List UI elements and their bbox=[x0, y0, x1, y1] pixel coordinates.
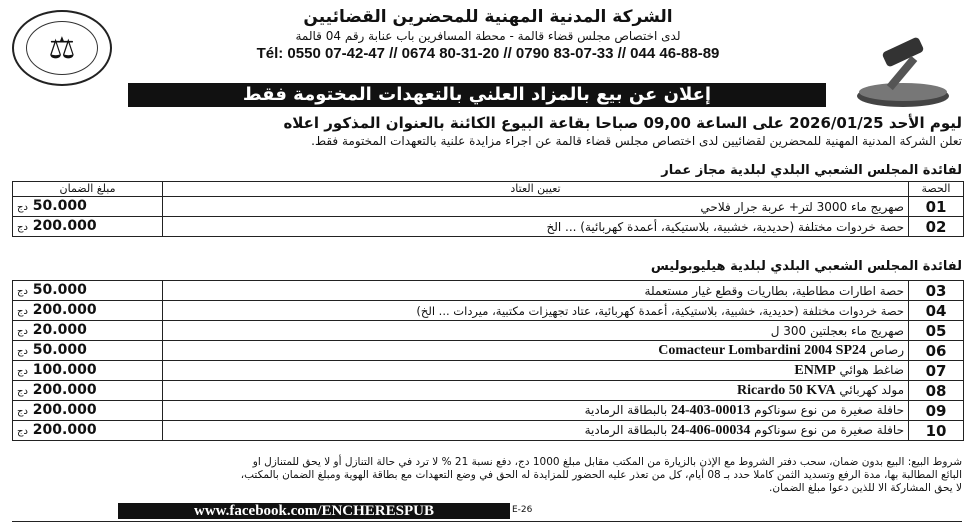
lot-number: 03 bbox=[909, 281, 964, 301]
table-row bbox=[13, 321, 964, 341]
lots-table-2 bbox=[12, 280, 964, 441]
lot-number: 06 bbox=[909, 341, 964, 361]
lot-description: رصاص Comacteur Lombardini 2004 SP24 bbox=[163, 341, 909, 361]
lot-guarantee: 50.000 دج bbox=[13, 281, 163, 301]
section-title-heliopolis: لفائدة المجلس الشعبي البلدي لبلدية هيليوبوليس bbox=[650, 259, 962, 274]
company-name: الشركة المدنية المهنية للمحضرين القضائيين bbox=[303, 7, 673, 27]
bottom-divider bbox=[12, 521, 962, 522]
table-header-row bbox=[13, 182, 964, 197]
court-seal-logo bbox=[12, 10, 112, 86]
lot-guarantee: 200.000 دج bbox=[13, 381, 163, 401]
sale-conditions bbox=[12, 456, 962, 495]
lot-guarantee: 20.000 دج bbox=[13, 321, 163, 341]
header bbox=[150, 6, 826, 63]
scales-of-justice-icon: ⚖ bbox=[26, 21, 98, 75]
lot-description: حصة خردوات مختلفة (حديدية، خشبية، بلاستيكية، أعمدة كهربائية، عتاد تجهيزات مكتبية، ميردات ... الخ) bbox=[163, 301, 909, 321]
facebook-link[interactable]: www.facebook.com/ENCHERESPUB bbox=[118, 503, 510, 519]
lot-number: 01 bbox=[909, 197, 964, 217]
table-row bbox=[13, 281, 964, 301]
lot-guarantee: 50.000 دج bbox=[13, 341, 163, 361]
lot-description: صهريج ماء بعجلتين 300 ل bbox=[163, 321, 909, 341]
table-row bbox=[13, 421, 964, 441]
auction-date-line: ليوم الأحد 2026/01/25 على الساعة 09,00 صباحا بقاعة البيوع الكائنة بالعنوان المذكور اعلاه bbox=[283, 114, 962, 132]
condition-line: البائع المطالبة بها، مدة الرفع وتسديد الثمن كاملا حدد بـ 08 أيام، كل من تعذر عليه الحضور للمزايدة له الحق في وضع التعهدات مع بطاقة الهوية ومبلغ الضمان بالمكتب، bbox=[240, 469, 962, 481]
lot-description: حصة اطارات مطاطية، بطاريات وقطع غيار مستعملة bbox=[163, 281, 909, 301]
lot-number: 02 bbox=[909, 217, 964, 237]
lot-guarantee: 200.000 دج bbox=[13, 217, 163, 237]
lot-guarantee: 200.000 دج bbox=[13, 401, 163, 421]
condition-line: شروط البيع: البيع بدون ضمان، سحب دفتر الشروط مع الإذن بالزيارة من المكتب مقابل مبلغ 1000 دج، دفع نسبة 21 % لا ترد في حالة التنازل أو لا يحق للمتنازل او bbox=[252, 456, 962, 468]
table-row bbox=[13, 217, 964, 237]
lot-description: ضاغط هوائي ENMP bbox=[163, 361, 909, 381]
table-row bbox=[13, 341, 964, 361]
ad-code: E-26 bbox=[512, 505, 533, 515]
lot-number: 04 bbox=[909, 301, 964, 321]
lot-number: 10 bbox=[909, 421, 964, 441]
lot-description: صهريج ماء 3000 لتر+ عربة جرار فلاحي bbox=[163, 197, 909, 217]
lot-guarantee: 200.000 دج bbox=[13, 421, 163, 441]
lot-description: مولد كهربائي Ricardo 50 KVA bbox=[163, 381, 909, 401]
lot-guarantee: 200.000 دج bbox=[13, 301, 163, 321]
phone-numbers: Tél: 0550 07-42-47 // 0674 80-31-20 // 0790 83-07-33 // 044 46-88-89 bbox=[256, 45, 720, 62]
lot-description: حصة خردوات مختلفة (حديدية، خشبية، بلاستيكية، أعمدة كهربائية) ... الخ bbox=[163, 217, 909, 237]
table-row bbox=[13, 301, 964, 321]
col-lot: الحصة bbox=[909, 182, 964, 197]
lot-guarantee: 100.000 دج bbox=[13, 361, 163, 381]
lot-guarantee: 50.000 دج bbox=[13, 197, 163, 217]
col-guarantee: مبلغ الضمان bbox=[13, 182, 163, 197]
lot-description: حافلة صغيرة من نوع سوناكوم 24-406-00034 بالبطاقة الرمادية bbox=[163, 421, 909, 441]
lot-number: 08 bbox=[909, 381, 964, 401]
company-address: لدى اختصاص مجلس قضاء قالمة - محطة المسافرين باب عنابة رقم 04 قالمة bbox=[295, 29, 681, 43]
lot-description: حافلة صغيرة من نوع سوناكوم 24-403-00013 بالبطاقة الرمادية bbox=[163, 401, 909, 421]
lot-number: 09 bbox=[909, 401, 964, 421]
lot-number: 05 bbox=[909, 321, 964, 341]
condition-line: لا يحق المشاركة الا للذين دعوا مبلغ الضمان. bbox=[769, 482, 962, 494]
col-description: تعيين العتاد bbox=[163, 182, 909, 197]
section-title-mejez-ammar: لفائدة المجلس الشعبي البلدي لبلدية مجاز عمار bbox=[661, 163, 962, 178]
table-row bbox=[13, 401, 964, 421]
intro-text: تعلن الشركة المدنية المهنية للمحضرين لقضائيين لدى اختصاص مجلس قضاء قالمة عن اجراء مزايدة علنية بالتعهدات المختومة فقط. bbox=[311, 134, 962, 148]
lots-table-1 bbox=[12, 181, 964, 237]
table-row bbox=[13, 197, 964, 217]
gavel-icon bbox=[848, 14, 958, 110]
lot-number: 07 bbox=[909, 361, 964, 381]
announcement-banner: إعلان عن بيع بالمزاد العلني بالتعهدات المختومة فقط bbox=[128, 83, 826, 107]
table-row bbox=[13, 361, 964, 381]
table-row bbox=[13, 381, 964, 401]
